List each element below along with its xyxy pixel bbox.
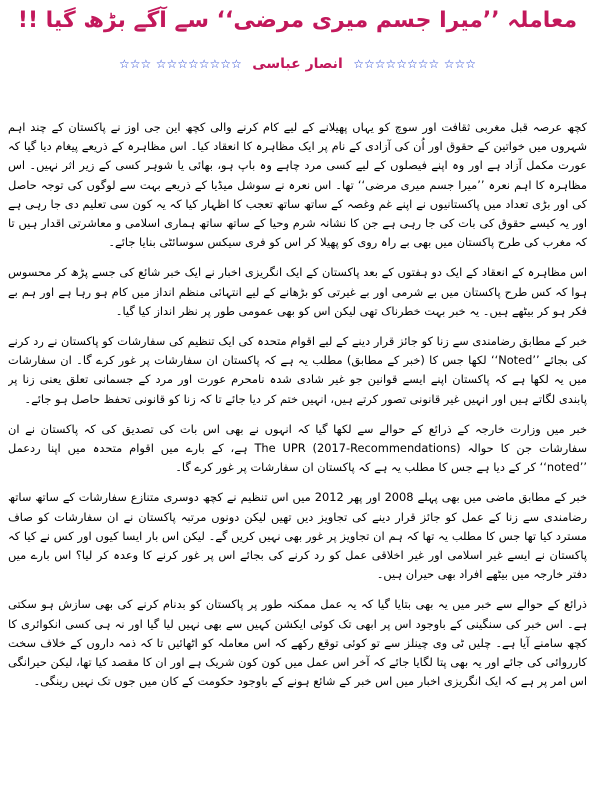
byline (0, 54, 595, 74)
article-body (8, 118, 587, 794)
star-icon: ☆☆☆☆☆☆☆☆ (155, 57, 242, 71)
article-title: معاملہ ’’میرا جسم میری مرضی‘‘ سے آگے بڑھ گیا !! (17, 8, 578, 33)
paragraph: کچھ عرصہ قبل مغربی ثقافت اور سوچ کو یہاں پھیلانے کے لیے کام کرنے والی کچھ این جی اوز نے پاکستان کے چند اہم شہروں میں خواتین کے حقوق اور اُن کی آزادی کے نام پر ایک مظاہرہ کا انعقاد کیا۔ اس مظاہرہ کے ذریعے پیغام دیا گیا کہ عورت مکمل آزاد ہے اور وہ اپنے فیصلوں کے لیے کسی مرد چاہے وہ باپ ہو، بھائی یا شوہر کسی کے زیر اثر نہیں۔ اس مظاہرہ کا اہم نعرہ ’’میرا جسم میری مرضی‘‘ تھا۔ اس نعرہ نے سوشل میڈیا کے ذریعے بہت سے لوگوں کی توجہ حاصل کی اور بڑی تعداد میں پاکستانیوں نے اپنے غم وغصہ کے ساتھ ساتھ تعجب کا اظہار کیا کہ یہ کون سی تعلیم دی جا رہی ہے اور یہ کیسے حقوق کی بات کی جا رہی ہے جن کا نشانہ شرم وحیا کے ساتھ ساتھ ہماری اسلامی و معاشرتی اقدار ہیں تا کہ مغرب کی طرح پاکستان میں بھی بے راہ روی کو پھیلا کر اس کو فری سیکس سوسائٹی بنایا جائے۔ (8, 120, 587, 250)
paragraph: اس مظاہرہ کے انعقاد کے ایک دو ہفتوں کے بعد پاکستان کے ایک انگریزی اخبار نے ایک خبر شائع کی جسے پڑھ کر محسوس ہوا کہ کس طرح پاکستان میں بے شرمی اور بے غیرتی کو بڑھانے کے لیے انتہائی منظم انداز میں کام ہو رہا ہے اور ہم بے فکر ہو کر بیٹھے ہیں۔ یہ خبر بہت خطرناک تھی لیکن اس کو بھی عمومی طور پر نظر انداز کیا گیا۔ (8, 265, 587, 318)
paragraph: ذرائع کے حوالے سے خبر میں یہ بھی بتایا گیا کہ یہ عمل ممکنہ طور پر پاکستان کو بدنام کرنے کی بھی سازش ہو سکتی ہے۔ اس خبر کی سنگینی کے باوجود اس پر ابھی تک کوئی ایکشن کہیں سے بھی نہیں لیا گیا اور نہ ہی کسی انکوائری کا کچھ سامنے آیا ہے۔ چلیں ٹی وی چینلز سے تو کوئی توقع رکھے کہ اس معاملہ کو اٹھائیں تا کہ ذمہ داروں کے خلاف سخت کارروائی کی جائے اور یہ بھی پتا لگایا جائے کہ آخر اس عمل میں کون کون شریک ہے اور ان کا مقصد کیا تھا، لیکن حیرانگی اس امر پر ہے کہ ایک انگریزی اخبار میں اس خبر کے شائع ہونے کے باوجود حکومت کے کان میں جوں تک نہیں رینگی۔ (8, 597, 587, 689)
paragraph: خبر کے مطابق رضامندی سے زنا کو جائز قرار دینے کے لیے اقوام متحدہ کی ایک تنظیم کی سفارشات کو پاکستان نے رد کرنے کی بجائے ’’Noted‘‘ لکھا جس کا (خبر کے مطابق) مطلب یہ ہے کہ پاکستان ان سفارشات پر غور کرے گا۔ ان سفارشات میں یہ لکھا ہے کہ پاکستان اپنے ایسے قوانین جو غیر شادی شدہ نامحرم عورت اور مرد کے جسمانی تعلق یعنی زنا پر پابندی لگاتے ہیں اور انہیں غیر قانونی تصور کرتے ہیں، انہیں ختم کر دیا جائے تا کہ زنا کو قانونی تحفظ حاصل ہو جائے۔ (8, 334, 587, 406)
paragraph: خبر کے مطابق ماضی میں بھی پہلے 2008 اور پھر 2012 میں اس تنظیم نے کچھ دوسری متنازع سفارشات کے ساتھ ساتھ رضامندی سے زنا کے عمل کو جائز قرار دینے کی تجاویز دیں تھیں لیکن دونوں مرتبہ پاکستان نے ان سفارشات کو صاف مسترد کیا تھا جس کا مطلب یہ تھا کہ ہم ان تجاویز پر غور بھی نہیں کریں گے۔ لیکن اس بار ایسا کیوں اور کس نے کیا کہ پاکستان نے ایسے غیر اسلامی اور غیر اخلاقی عمل کو رد کرنے کی بجائے اس پر غور کرنے کا وعدہ کر لیا؟ اس بارے میں دفتر خارجہ میں بیٹھے افراد بھی حیران ہیں۔ (8, 490, 587, 582)
star-icon: ☆☆☆☆☆☆☆☆ (353, 57, 440, 71)
author-name: انصار عباسی (252, 56, 343, 72)
star-icon: ☆☆☆ (118, 57, 152, 71)
star-icon: ☆☆☆ (443, 57, 476, 71)
paragraph: خبر میں وزارت خارجہ کے ذرائع کے حوالے سے لکھا گیا کہ انہوں نے بھی اس بات کی تصدیق کی کہ پاکستان نے ان سفارشات جن کا حوالہ The UPR (2017-Recommendations) ہے، کے بارے میں اقوام متحدہ میں اپنا ردعمل ’’noted‘‘ کر کے دیا ہے جس کا مطلب یہ ہے کہ پاکستان ان سفارشات پر غور کرے گا۔ (8, 421, 587, 475)
